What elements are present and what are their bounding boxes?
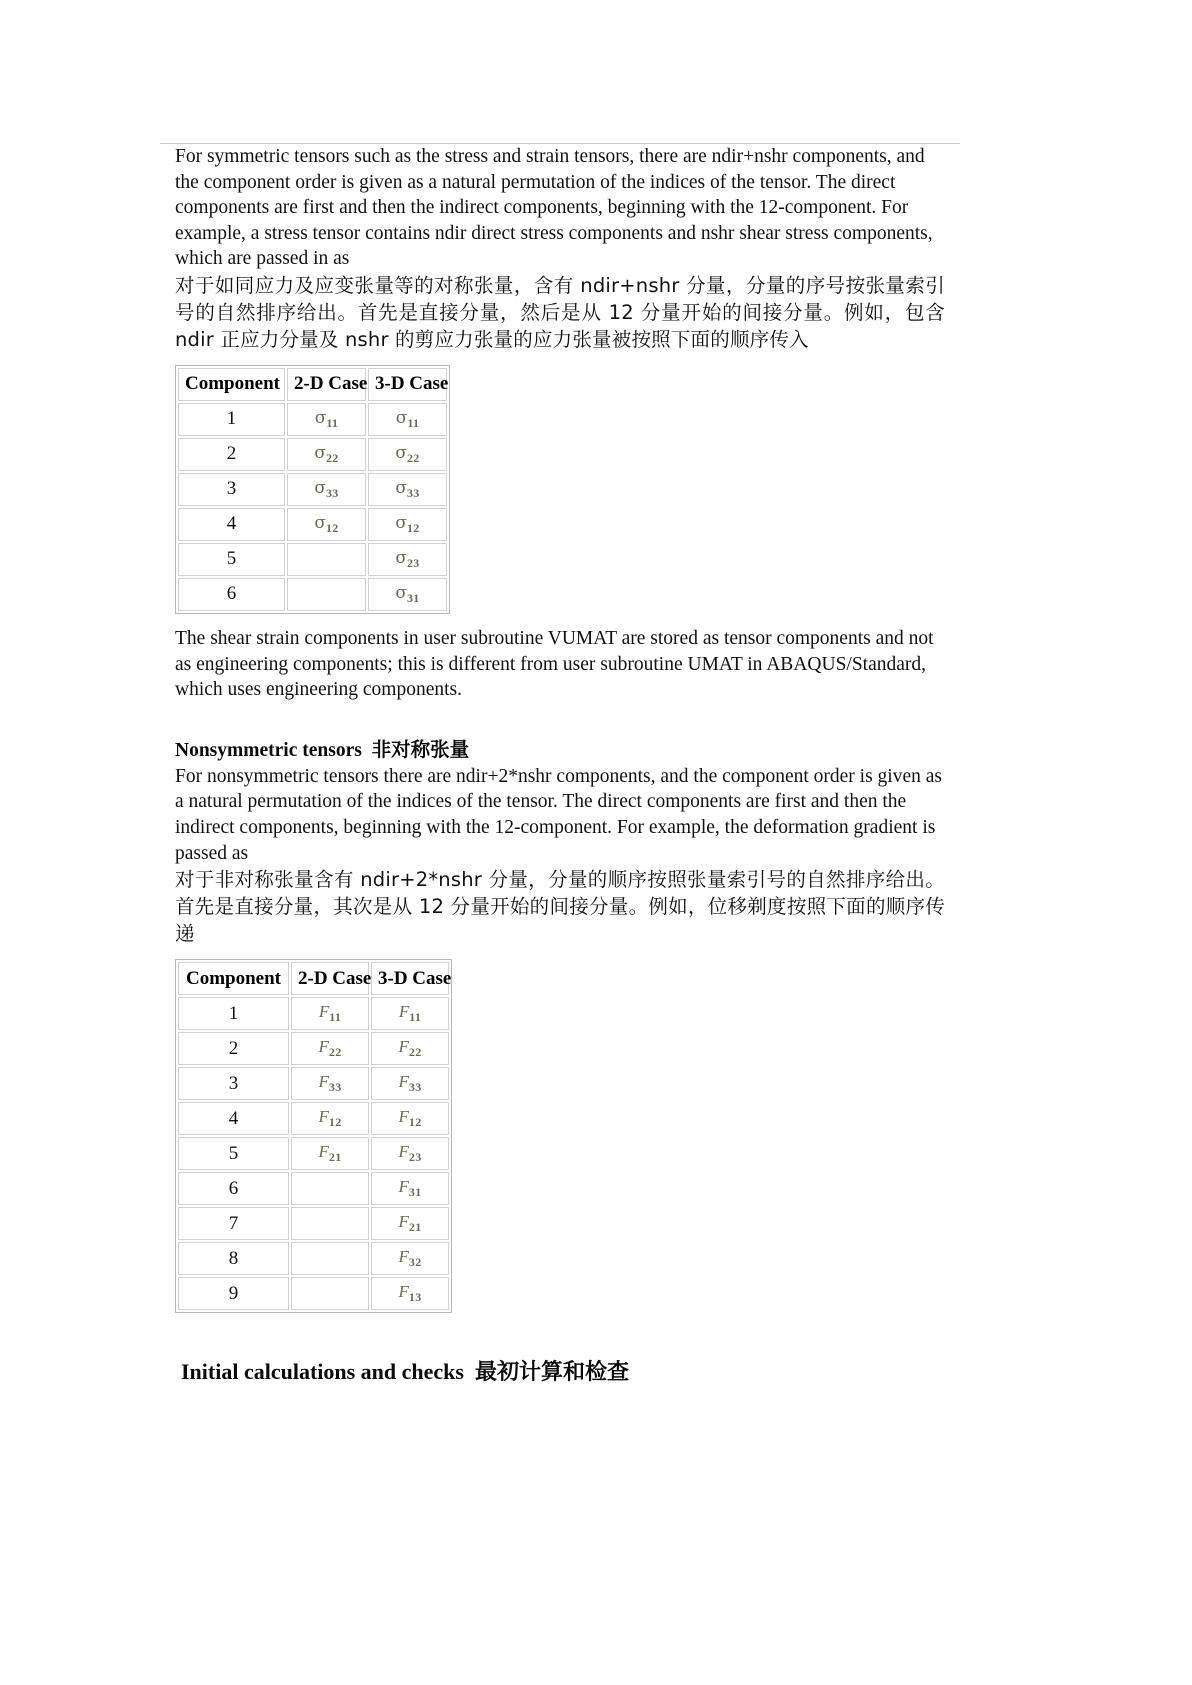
symbol-subscript: 22 bbox=[408, 1045, 422, 1060]
symbol-base: σ bbox=[395, 547, 407, 568]
cell-2d-case bbox=[291, 1172, 369, 1205]
symbol-base: F bbox=[318, 1002, 330, 1022]
symbol-subscript: 11 bbox=[326, 415, 339, 430]
column-header-3d-case: 3-D Case bbox=[371, 962, 449, 995]
symbol-subscript: 13 bbox=[408, 1290, 422, 1305]
symbol-base: F bbox=[398, 1177, 409, 1197]
cell-component: 5 bbox=[178, 1137, 289, 1170]
cell-component: 9 bbox=[178, 1277, 289, 1310]
cell-component: 2 bbox=[178, 438, 285, 471]
cell-component: 3 bbox=[178, 1067, 289, 1100]
cell-component: 6 bbox=[178, 1172, 289, 1205]
cell-component: 1 bbox=[178, 997, 289, 1030]
cell-2d-case bbox=[287, 473, 366, 506]
heading-initial-calc-en: Initial calculations and checks bbox=[181, 1359, 464, 1385]
paragraph-vumat-note: The shear strain components in user subroutine VUMAT are stored as tensor components and not as engineering components; this is different from user subroutine UMAT in ABAQUS/Standard, which uses engineering components. bbox=[175, 627, 934, 701]
cell-2d-case bbox=[291, 1032, 369, 1065]
symbol-base: σ bbox=[314, 512, 326, 533]
symbol-base: F bbox=[398, 1247, 409, 1267]
symbol-base: σ bbox=[314, 407, 327, 428]
symbol-base: F bbox=[318, 1107, 329, 1127]
cell-component: 4 bbox=[178, 1102, 289, 1135]
cell-2d-case bbox=[291, 1137, 369, 1170]
table-row bbox=[178, 997, 449, 1030]
cell-3d-case bbox=[371, 997, 449, 1030]
cell-3d-case bbox=[368, 403, 447, 436]
symbol-base: F bbox=[318, 1037, 329, 1057]
heading-nonsymmetric-tensors bbox=[175, 737, 945, 764]
symbol-subscript: 31 bbox=[408, 1185, 422, 1200]
cell-2d-case bbox=[287, 438, 366, 471]
symbol-subscript: 12 bbox=[328, 1115, 342, 1130]
cell-3d-case bbox=[371, 1102, 449, 1135]
cell-component: 4 bbox=[178, 508, 285, 541]
cell-3d-case bbox=[368, 508, 447, 541]
symbol-subscript: 12 bbox=[407, 520, 420, 535]
cell-component: 3 bbox=[178, 473, 285, 506]
table-header-row bbox=[178, 962, 449, 995]
cell-2d-case bbox=[291, 1102, 369, 1135]
cell-component: 5 bbox=[178, 543, 285, 576]
symbol-base: F bbox=[398, 1002, 410, 1022]
symbol-subscript: 23 bbox=[408, 1150, 422, 1165]
spacer bbox=[175, 947, 945, 959]
symbol-subscript: 33 bbox=[326, 485, 339, 500]
nonsymmetric-tensor-table bbox=[175, 959, 452, 1313]
symbol-base: σ bbox=[395, 512, 407, 533]
symmetric-tensor-table bbox=[175, 365, 450, 614]
column-header-2d-case: 2-D Case bbox=[291, 962, 369, 995]
symbol-subscript: 22 bbox=[326, 450, 339, 465]
cell-2d-case bbox=[287, 578, 366, 611]
column-header-component: Component bbox=[178, 368, 285, 401]
symbol-subscript: 21 bbox=[408, 1220, 422, 1235]
cell-component: 2 bbox=[178, 1032, 289, 1065]
symbol-base: F bbox=[318, 1142, 329, 1162]
symbol-base: F bbox=[318, 1072, 329, 1092]
table-row bbox=[178, 543, 447, 576]
cell-2d-case bbox=[287, 403, 366, 436]
table-row bbox=[178, 1067, 449, 1100]
symbol-subscript: 22 bbox=[328, 1045, 342, 1060]
spacer bbox=[175, 1313, 945, 1357]
cell-component: 8 bbox=[178, 1242, 289, 1275]
symbol-subscript: 31 bbox=[407, 590, 420, 605]
symbol-subscript: 32 bbox=[408, 1255, 422, 1270]
cell-2d-case bbox=[287, 543, 366, 576]
table-row bbox=[178, 1032, 449, 1065]
symbol-subscript: 22 bbox=[407, 450, 420, 465]
spacer bbox=[175, 614, 945, 626]
cell-component: 7 bbox=[178, 1207, 289, 1240]
symbol-base: σ bbox=[395, 582, 407, 603]
symbol-subscript: 33 bbox=[407, 485, 420, 500]
symbol-base: F bbox=[398, 1072, 409, 1092]
symbol-subscript: 33 bbox=[328, 1080, 342, 1095]
symbol-base: F bbox=[398, 1037, 409, 1057]
table-row bbox=[178, 1242, 449, 1275]
table-row bbox=[178, 1277, 449, 1310]
symbol-subscript: 11 bbox=[409, 1010, 422, 1025]
table-header-row bbox=[178, 368, 447, 401]
symbol-subscript: 11 bbox=[329, 1010, 342, 1025]
table-row bbox=[178, 1137, 449, 1170]
cell-component: 1 bbox=[178, 403, 285, 436]
spacer bbox=[175, 703, 945, 737]
cell-2d-case bbox=[291, 1277, 369, 1310]
cell-2d-case bbox=[291, 1242, 369, 1275]
symbol-subscript: 11 bbox=[407, 415, 420, 430]
cell-3d-case bbox=[368, 438, 447, 471]
cell-2d-case bbox=[291, 1067, 369, 1100]
table-row bbox=[178, 403, 447, 436]
symbol-subscript: 23 bbox=[407, 555, 420, 570]
table-row bbox=[178, 1172, 449, 1205]
symbol-base: F bbox=[398, 1107, 409, 1127]
symbol-subscript: 12 bbox=[408, 1115, 422, 1130]
cell-3d-case bbox=[368, 473, 447, 506]
cell-3d-case bbox=[368, 543, 447, 576]
symbol-base: σ bbox=[395, 407, 408, 428]
cell-3d-case bbox=[371, 1067, 449, 1100]
heading-initial-calc-cn: 最初计算和检查 bbox=[474, 1360, 629, 1386]
table-row bbox=[178, 1207, 449, 1240]
paragraph-symmetric-en: For symmetric tensors such as the stress and strain tensors, there are ndir+nshr components, and the component order is given as a natural permutation of the indices of the tensor. The direct components are first and then the indirect components, beginning with the 12-component. For example, a stress tensor contains ndir direct stress components and nshr shear stress components, which are passed in as bbox=[175, 146, 933, 270]
column-header-component: Component bbox=[178, 962, 289, 995]
paragraph-nonsymmetric-cn: 对于非对称张量含有 ndir+2*nshr 分量，分量的顺序按照张量索引号的自然排序给出。首先是直接分量，其次是从 12 分量开始的间接分量。例如，位移剃度按照下面的顺序传递 bbox=[175, 868, 945, 946]
symbol-base: F bbox=[398, 1142, 409, 1162]
column-header-2d-case: 2-D Case bbox=[287, 368, 366, 401]
symbol-subscript: 21 bbox=[328, 1150, 342, 1165]
symbol-base: F bbox=[398, 1282, 409, 1302]
heading-nonsymmetric-en: Nonsymmetric tensors bbox=[175, 739, 362, 761]
table-row bbox=[178, 508, 447, 541]
table-row bbox=[178, 438, 447, 471]
cell-2d-case bbox=[291, 997, 369, 1030]
cell-3d-case bbox=[371, 1172, 449, 1205]
cell-3d-case bbox=[371, 1032, 449, 1065]
symbol-subscript: 12 bbox=[326, 520, 339, 535]
paragraph-nonsymmetric-en: For nonsymmetric tensors there are ndir+2*nshr components, and the component order is given as a natural permutation of the indices of the tensor. The direct components are first and then the indirect components, beginning with the 12-component. For example, the deformation gradient is passed as bbox=[175, 765, 942, 864]
symbol-base: F bbox=[398, 1212, 409, 1232]
column-header-3d-case: 3-D Case bbox=[368, 368, 447, 401]
symbol-base: σ bbox=[314, 477, 326, 498]
heading-nonsymmetric-cn: 非对称张量 bbox=[371, 737, 470, 761]
cell-2d-case bbox=[287, 508, 366, 541]
cell-3d-case bbox=[368, 578, 447, 611]
cell-3d-case bbox=[371, 1207, 449, 1240]
paragraph-symmetric-cn: 对于如同应力及应变张量等的对称张量，含有 ndir+nshr 分量，分量的序号按张量索引号的自然排序给出。首先是直接分量，然后是从 12 分量开始的间接分量。例如，包含 ndir 正应力分量及 nshr 的剪应力张量的应力张量被按照下面的顺序传入 bbox=[175, 273, 945, 351]
symbol-base: σ bbox=[395, 477, 407, 498]
cell-component: 6 bbox=[178, 578, 285, 611]
cell-3d-case bbox=[371, 1277, 449, 1310]
symbol-subscript: 33 bbox=[408, 1080, 422, 1095]
cell-3d-case bbox=[371, 1242, 449, 1275]
spacer bbox=[175, 353, 945, 365]
symbol-base: σ bbox=[395, 442, 407, 463]
heading-initial-calculations bbox=[175, 1357, 945, 1388]
table-row bbox=[178, 473, 447, 506]
document-content bbox=[175, 144, 945, 1388]
cell-2d-case bbox=[291, 1207, 369, 1240]
table-row bbox=[178, 578, 447, 611]
symbol-base: σ bbox=[314, 442, 326, 463]
cell-3d-case bbox=[371, 1137, 449, 1170]
table-row bbox=[178, 1102, 449, 1135]
